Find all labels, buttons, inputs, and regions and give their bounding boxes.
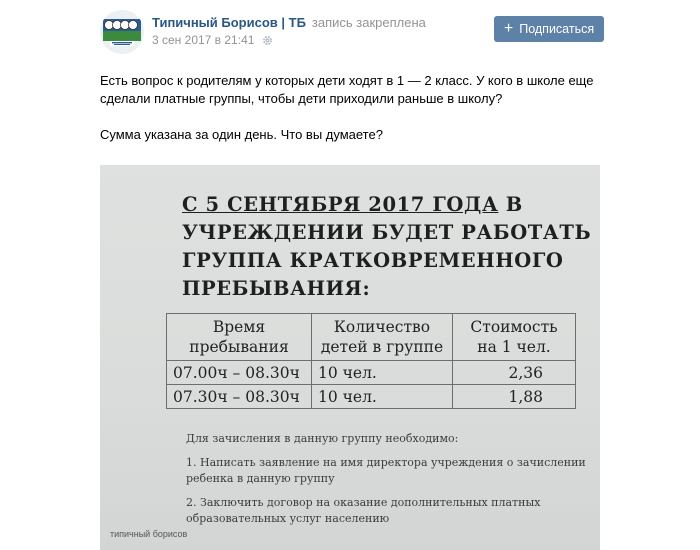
post-date-line bbox=[152, 33, 273, 49]
group-name-link[interactable]: Типичный Борисов | ТБ bbox=[152, 15, 306, 30]
table-cell: 07.00ч – 08.30ч bbox=[167, 361, 312, 385]
table-cell: 1,88 bbox=[453, 385, 576, 409]
notice-footer-intro: Для зачисления в данную группу необходимо: bbox=[186, 432, 459, 445]
table-cell: 07.30ч – 08.30ч bbox=[167, 385, 312, 409]
header-line bbox=[152, 15, 426, 30]
table-header-price bbox=[453, 314, 576, 361]
table-header-text: пребывания bbox=[189, 338, 289, 356]
notice-footer bbox=[186, 431, 596, 527]
subscribe-button[interactable] bbox=[494, 16, 604, 42]
photo-watermark: типичный борисов bbox=[110, 529, 188, 539]
post-text bbox=[100, 72, 600, 144]
notice-title-line-2: УЧРЕЖДЕНИИ БУДЕТ РАБОТАТЬ bbox=[182, 221, 592, 244]
table-header-text: Количество bbox=[333, 318, 431, 336]
table-cell: 2,36 bbox=[453, 361, 576, 385]
table-header-text: на 1 чел. bbox=[477, 338, 551, 356]
table-header-text: Время bbox=[212, 318, 266, 336]
notice-title-line-1-rest: В bbox=[498, 193, 523, 216]
post-date[interactable]: 3 сен 2017 в 21:41 bbox=[152, 33, 255, 47]
table-header-text: Стоимость bbox=[470, 318, 558, 336]
group-avatar[interactable] bbox=[100, 10, 144, 54]
table-cell: 10 чел. bbox=[312, 385, 453, 409]
post-photo[interactable] bbox=[100, 165, 600, 550]
table-header-text: детей в группе bbox=[320, 338, 444, 356]
notice-title-line-4: ПРЕБЫВАНИЯ: bbox=[182, 277, 371, 300]
notice-title-line-1-underlined: С 5 СЕНТЯБРЯ 2017 ГОДА bbox=[182, 193, 499, 216]
pinned-label: запись закреплена bbox=[311, 15, 426, 30]
gear-icon[interactable] bbox=[262, 35, 273, 49]
subscribe-label: Подписаться bbox=[519, 22, 595, 36]
notice-table bbox=[166, 313, 576, 409]
table-row bbox=[167, 385, 576, 409]
notice-title-line-3: ГРУППА КРАТКОВРЕМЕННОГО bbox=[182, 249, 564, 272]
table-header-row bbox=[167, 314, 576, 361]
notice-paper bbox=[100, 165, 600, 550]
table-cell: 10 чел. bbox=[312, 361, 453, 385]
table-header-time bbox=[167, 314, 312, 361]
table-row bbox=[167, 361, 576, 385]
post-paragraph-1: Есть вопрос к родителям у которых дети ходят в 1 — 2 класс. У кого в школе еще сделали платные группы, чтобы дети приходили раньше в школу? bbox=[100, 73, 594, 106]
table-header-count bbox=[312, 314, 453, 361]
notice-footer-item-2: 2. Заключить договор на оказание дополнительных платных образовательных услуг населению bbox=[186, 496, 541, 525]
notice-title bbox=[182, 191, 591, 303]
notice-footer-item-1: 1. Написать заявление на имя директора учреждения о зачислении ребенка в данную группу bbox=[186, 456, 586, 485]
group-logo-icon bbox=[100, 10, 144, 54]
plus-icon: + bbox=[503, 20, 514, 37]
post-paragraph-2: Сумма указана за один день. Что вы думаете? bbox=[100, 127, 383, 142]
